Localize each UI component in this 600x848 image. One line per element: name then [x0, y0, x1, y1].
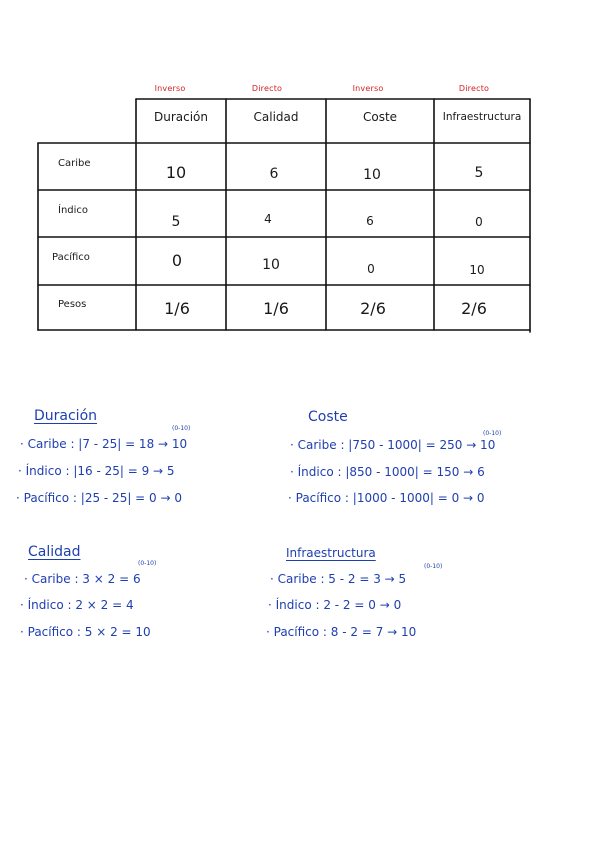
- cell-pesos-infraestructura: 2/6: [461, 299, 487, 318]
- header-coste: Coste: [362, 110, 398, 124]
- cell-pacifico-coste: 0: [367, 262, 375, 276]
- cell-caribe-calidad: 6: [269, 166, 279, 182]
- cell-indico-coste: 6: [366, 214, 374, 228]
- calc-line-duracion-caribe: · Caribe : |7 - 25| = 18 → 10: [20, 437, 188, 451]
- row-label-pesos: Pesos: [58, 299, 87, 310]
- cell-pesos-duracion: 1/6: [164, 299, 190, 318]
- cell-pesos-calidad: 1/6: [263, 299, 289, 318]
- type-label-duracion: Inverso: [154, 84, 186, 93]
- cell-pacifico-calidad: 10: [262, 257, 280, 273]
- calc-line-coste-indico: · Índico : |850 - 1000| = 150 → 6: [290, 465, 485, 479]
- calc-line-infraestructura-pacifico: · Pacífico : 8 - 2 = 7 → 10: [266, 625, 417, 639]
- calc-line-calidad-indico: · Índico : 2 × 2 = 4: [20, 598, 134, 612]
- cell-caribe-duracion: 10: [165, 163, 187, 182]
- row-label-caribe: Caribe: [58, 158, 91, 169]
- calc-line-coste-pacifico: · Pacífico : |1000 - 1000| = 0 → 0: [288, 491, 485, 505]
- range-note-calidad: (0-10): [138, 560, 157, 567]
- cell-indico-calidad: 4: [264, 212, 272, 226]
- cell-indico-infraestructura: 0: [475, 215, 483, 229]
- calc-line-duracion-indico: · Índico : |16 - 25| = 9 → 5: [18, 464, 175, 478]
- calc-line-infraestructura-caribe: · Caribe : 5 - 2 = 3 → 5: [270, 572, 407, 586]
- calc-line-calidad-caribe: · Caribe : 3 × 2 = 6: [24, 572, 141, 586]
- range-note-infraestructura: (0-10): [424, 563, 443, 570]
- type-label-infraestructura: Directo: [458, 84, 490, 93]
- section-title-duracion: Duración: [34, 408, 98, 424]
- section-title-coste: Coste: [308, 409, 348, 425]
- cell-caribe-infraestructura: 5: [474, 165, 484, 181]
- section-title-calidad: Calidad: [28, 544, 81, 560]
- cell-pacifico-infraestructura: 10: [469, 263, 485, 277]
- calc-line-infraestructura-indico: · Índico : 2 - 2 = 0 → 0: [268, 598, 402, 612]
- cell-pacifico-duracion: 0: [171, 251, 183, 270]
- row-label-indico: Índico: [58, 205, 89, 216]
- range-note-coste: (0-10): [483, 430, 502, 437]
- header-infraestructura: Infraestructura: [442, 111, 522, 123]
- cell-caribe-coste: 10: [363, 167, 381, 183]
- header-calidad: Calidad: [253, 110, 299, 124]
- header-duracion: Duración: [153, 110, 208, 124]
- calc-line-coste-caribe: · Caribe : |750 - 1000| = 250 → 10: [290, 438, 496, 452]
- cell-indico-duracion: 5: [171, 214, 181, 230]
- row-label-pacifico: Pacífico: [52, 252, 90, 263]
- type-label-calidad: Directo: [251, 84, 283, 93]
- calc-line-duracion-pacifico: · Pacífico : |25 - 25| = 0 → 0: [16, 491, 183, 505]
- range-note-duracion: (0-10): [172, 425, 191, 432]
- calc-line-calidad-pacifico: · Pacífico : 5 × 2 = 10: [20, 625, 151, 639]
- type-label-coste: Inverso: [352, 84, 384, 93]
- cell-pesos-coste: 2/6: [360, 299, 386, 318]
- section-title-infraestructura: Infraestructura: [286, 546, 376, 560]
